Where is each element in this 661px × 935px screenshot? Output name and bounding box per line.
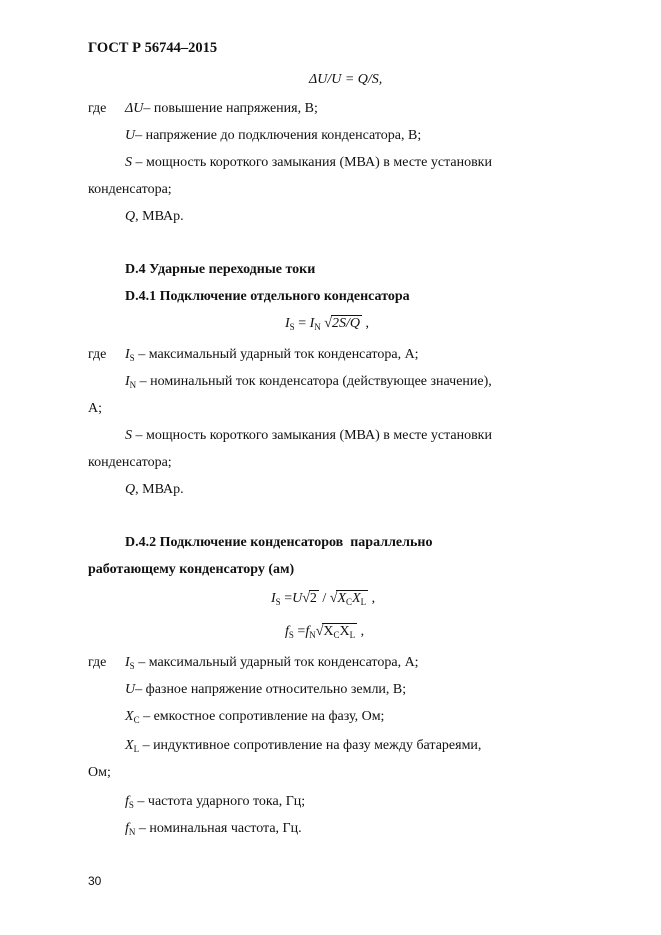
formula-operator: = (294, 316, 310, 331)
formula-subscript: C (346, 597, 353, 607)
definition-text: – максимальный ударный ток конденсатора, А; (138, 655, 419, 670)
symbol-subscript: C (133, 715, 140, 725)
page-number: 30 (88, 874, 102, 888)
formula-subscript: L (349, 630, 356, 640)
formula-radicand: 2S/Q (331, 316, 360, 331)
formula-subscript: N (309, 630, 316, 640)
definition-is (125, 346, 419, 367)
definition-xc (125, 708, 384, 729)
definition-text: – напряжение до подключения конденсатора, В; (135, 128, 422, 143)
formula-subscript: S (275, 597, 281, 607)
formula-voltage-rise: ΔU/U = Q/S, (309, 72, 383, 87)
definition-is (125, 654, 419, 675)
symbol: U (125, 128, 136, 143)
symbol: f (125, 794, 129, 809)
definition-continuation: А; (88, 401, 102, 416)
definition-continuation: конденсатора; (88, 455, 172, 470)
definition-fn (125, 820, 302, 841)
formula-term: I (309, 316, 315, 331)
symbol: I (125, 655, 130, 670)
formula-punct: , (357, 624, 365, 639)
definition-text: – номинальный ток конденсатора (действующее значение), (139, 374, 492, 389)
where-label: где (88, 101, 107, 116)
formula-term: f (305, 624, 310, 639)
formula-term: X (339, 624, 350, 639)
section-heading-d4: D.4 Ударные переходные токи (125, 262, 316, 277)
symbol: I (125, 347, 130, 362)
definition-text: , МВАр. (135, 482, 184, 497)
formula-subscript: L (360, 597, 367, 607)
symbol: X (125, 738, 134, 753)
definition-text: – повышение напряжения, В; (143, 101, 318, 116)
definition-text: – мощность короткого замыкания (МВА) в месте установки (135, 428, 492, 443)
definition-in (125, 373, 575, 394)
document-header: ГОСТ Р 56744–2015 (88, 40, 218, 56)
symbol-subscript: S (129, 661, 135, 671)
formula-punct: , (368, 591, 376, 606)
definition-q (125, 208, 184, 226)
definition-text: – фазное напряжение относительно земли, В; (135, 682, 407, 697)
formula-term: f (285, 624, 289, 639)
sqrt-sign: √ (324, 316, 332, 331)
symbol: Q (125, 482, 136, 497)
section-heading-d4-2-cont: работающему конденсатору (ам) (88, 562, 295, 577)
section-heading-d4-2: D.4.2 Подключение конденсаторов параллельно (125, 535, 433, 550)
definition-continuation: конденсатора; (88, 182, 172, 197)
definition-text: , МВАр. (135, 209, 184, 224)
formula-term: U (292, 591, 303, 606)
definition-text: – номинальная частота, Гц. (138, 821, 302, 836)
where-label: где (88, 347, 107, 362)
formula-subscript: C (333, 630, 340, 640)
formula-subscript: N (314, 322, 321, 332)
definition-text: – частота ударного тока, Гц; (137, 794, 306, 809)
formula-inrush-parallel (271, 590, 375, 610)
definition-text: – индуктивное сопротивление на фазу между батареями, (142, 738, 482, 753)
section-heading-d4-1: D.4.1 Подключение отдельного конденсатора (125, 289, 410, 304)
formula-term: I (271, 591, 276, 606)
definition-text: – мощность короткого замыкания (МВА) в месте установки (135, 155, 492, 170)
where-label: где (88, 655, 107, 670)
symbol: S (125, 428, 132, 443)
definition-s (125, 154, 575, 172)
formula-inrush-frequency (285, 623, 364, 643)
symbol-subscript: N (129, 380, 137, 390)
definition-s (125, 427, 575, 445)
formula-subscript: S (289, 322, 295, 332)
formula-term: I (285, 316, 290, 331)
symbol: Q (125, 209, 136, 224)
formula-term: X (337, 591, 347, 606)
symbol: f (125, 821, 129, 836)
formula-term: X (323, 624, 334, 639)
symbol-subscript: S (129, 353, 135, 363)
formula-inrush-single (285, 315, 369, 332)
symbol-subscript: L (133, 744, 140, 754)
definition-q (125, 481, 184, 499)
formula-radicand (336, 590, 368, 610)
definition-delta-u (125, 100, 318, 118)
formula-radicand (322, 623, 357, 643)
symbol: ΔU (125, 101, 144, 116)
formula-subscript: S (288, 630, 294, 640)
symbol: S (125, 155, 132, 170)
sqrt-sign: √ (329, 591, 338, 606)
sqrt-sign: √ (315, 624, 324, 639)
definition-xl (125, 737, 575, 758)
formula-operator: / (318, 591, 330, 606)
formula-operator: = (293, 624, 306, 639)
symbol-subscript: N (128, 827, 136, 837)
symbol: U (125, 682, 136, 697)
definition-u (125, 127, 421, 145)
formula-radicand: 2 (309, 591, 317, 606)
definition-text: – максимальный ударный ток конденсатора, А; (138, 347, 419, 362)
definition-continuation: Ом; (88, 765, 111, 780)
symbol: I (125, 374, 130, 389)
definition-fs (125, 793, 305, 814)
sqrt-sign: √ (302, 591, 310, 606)
symbol: X (125, 709, 134, 724)
definition-text: – емкостное сопротивление на фазу, Ом; (143, 709, 385, 724)
definition-u (125, 681, 406, 699)
formula-operator: = (280, 591, 293, 606)
formula-punct: , (361, 316, 369, 331)
formula-term: X (352, 591, 361, 606)
symbol-subscript: S (128, 800, 134, 810)
